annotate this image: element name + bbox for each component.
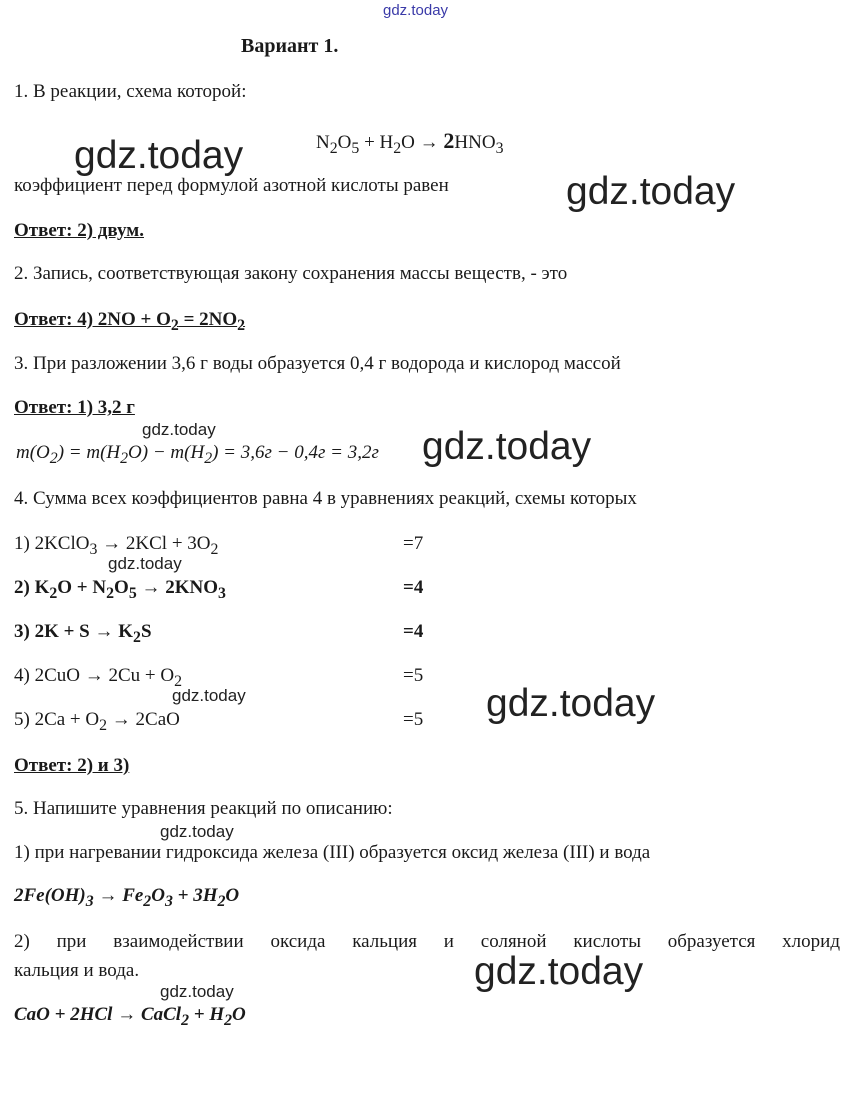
question-4-option-2-sum: =4 <box>403 577 424 598</box>
question-1-equation: $N_2O_5 + H_2O \to 2HNO_3$ <box>316 128 504 157</box>
watermark: gdz.today <box>142 420 216 439</box>
question-5-text: 5. Напишите уравнения реакций по описанию: <box>14 798 393 819</box>
question-4-option-1-sum: =7 <box>403 533 424 554</box>
page-title: Вариант 1. <box>241 35 339 57</box>
question-4-answer: Ответ: 2) и 3) <box>14 755 130 776</box>
question-5-part-2-line-1: 2) при взаимодействии оксида кальция и соляной кислоты образуется хлорид <box>14 931 840 952</box>
question-4-option-3: 3) $2K + S \to K_2S$ <box>14 621 152 646</box>
question-1-answer: Ответ: 2) двум. <box>14 220 144 241</box>
question-2-answer: Ответ: 4) $2NO + O_2 = 2NO_2$ <box>14 309 246 334</box>
watermark: gdz.today <box>172 686 246 705</box>
question-3-answer: Ответ: 1) 3,2 г <box>14 397 135 418</box>
question-4-text: 4. Сумма всех коэффициентов равна 4 в уравнениях реакций, схемы которых <box>14 488 637 509</box>
question-4-option-4-sum: =5 <box>403 665 424 686</box>
watermark: gdz.today <box>486 682 656 725</box>
watermark: gdz.today <box>566 170 736 213</box>
question-3-text: 3. При разложении 3,6 г воды образуется 0,4 г водорода и кислород массой <box>14 353 621 374</box>
question-4-option-2: 2) $K_2O + N_2O_5 \to 2KNO_3$ <box>14 577 226 602</box>
question-1-text: 1. В реакции, схема которой: <box>14 81 247 102</box>
question-5-equation-1: $2Fe(OH)_3 \to Fe_2O_3 + 3H_2O$ <box>14 885 240 910</box>
question-4-option-4: 4) $2CuO \to 2Cu + O_2$ <box>14 665 183 690</box>
question-3-formula: $m(O_2) = m(H_2O) - m(H_2) = 3,6г - 0,4г = 3,2г$ <box>16 442 379 467</box>
watermark: gdz.today <box>422 425 592 468</box>
watermark-top: gdz.today <box>383 2 449 19</box>
question-5-equation-2: CaO + 2HCl → CaCl$_2$ + $H_2O$ <box>14 1004 246 1029</box>
watermark: gdz.today <box>74 134 244 177</box>
question-4-option-1: 1) 2KClO$_3$ → $2KCl + 3O_2$ <box>14 533 219 558</box>
question-4-option-3-sum: =4 <box>403 621 424 642</box>
watermark: gdz.today <box>474 950 644 993</box>
question-1-continuation: коэффициент перед формулой азотной кислоты равен <box>14 175 449 196</box>
watermark: gdz.today <box>160 982 234 1001</box>
question-5-part-1: 1) при нагревании гидроксида железа (III) образуется оксид железа (III) и вода <box>14 842 651 863</box>
question-2-text: 2. Запись, соответствующая закону сохранения массы веществ, - это <box>14 263 568 284</box>
question-4-option-5-sum: =5 <box>403 709 424 730</box>
watermark: gdz.today <box>108 554 182 573</box>
watermark: gdz.today <box>160 822 234 841</box>
question-5-part-2-line-2: кальция и вода. <box>14 960 140 981</box>
question-4-option-5: 5) $2Ca + O_2 \to 2CaO$ <box>14 709 180 734</box>
